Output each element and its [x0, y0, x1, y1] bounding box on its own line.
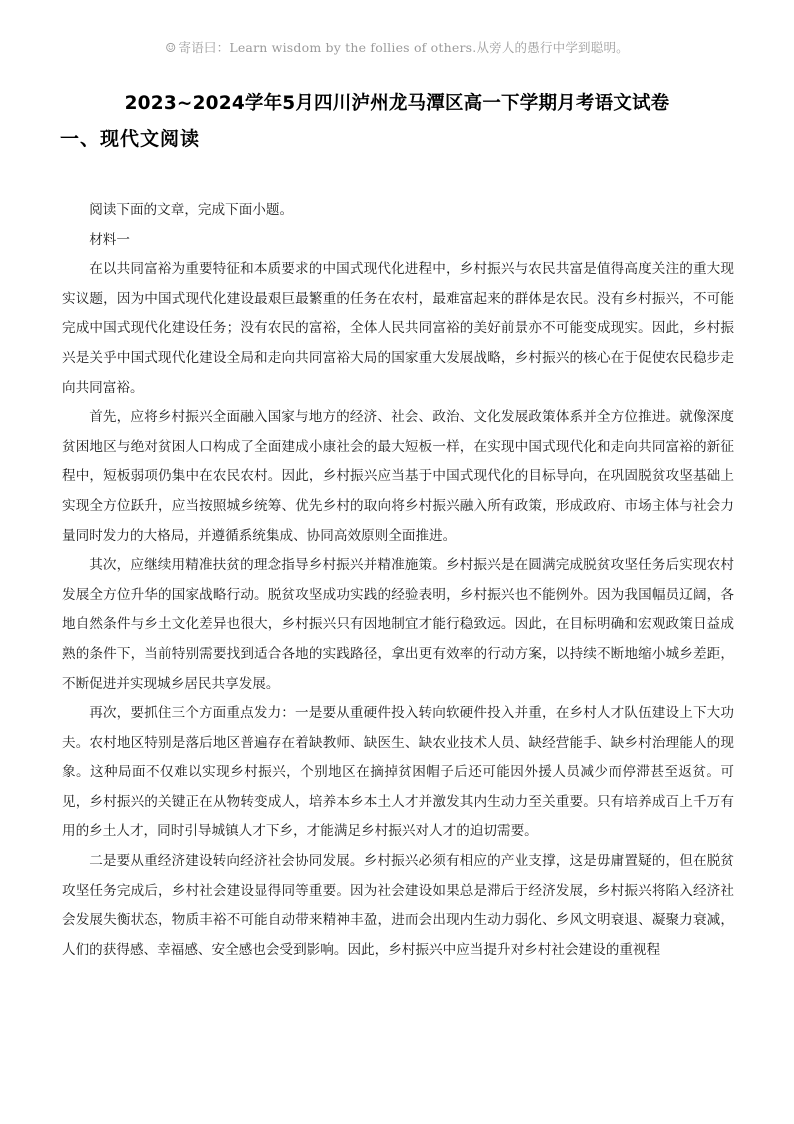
instruction-text: 阅读下面的文章，完成下面小题。: [89, 202, 294, 218]
paragraph: 在以共同富裕为重要特征和本质要求的中国式现代化进程中，乡村振兴与农民共富是值得高度关注的重大现实议题，因为中国式现代化建设最艰巨最繁重的任务在农村，最难富起来的群体是农民。没有乡村振兴，不可能完成中国式现代化建设任务；没有农民的富裕，全体人民共同富裕的美好前景亦不可能变成现实。因此，乡村振兴是关乎中国式现代化建设全局和走向共同富裕大局的国家重大发展战略，乡村振兴的核心在于促使农民稳步走向共同富裕。: [62, 261, 734, 396]
paragraph: 二是要从重经济建设转向经济社会协同发展。乡村振兴必须有相应的产业支撑，这是毋庸置疑的，但在脱贫攻坚任务完成后，乡村社会建设显得同等重要。因为社会建设如果总是滞后于经济发展，乡村振兴将陷入经济社会发展失衡状态，物质丰裕不可能自动带来精神丰盈，进而会出现内生动力弱化、乡风文明衰退、凝聚力衰减，人们的获得感、幸福感、安全感也会受到影响。因此，乡村振兴中应当提升对乡村社会建设的重视程: [62, 853, 734, 958]
document-title: 2023~2024学年5月四川泸州龙马潭区高一下学期月考语文试卷: [124, 93, 670, 114]
paragraph: 再次，要抓住三个方面重点发力：一是要从重硬件投入转向软硬件投入并重，在乡村人才队伍建设上下大功夫。农村地区特别是落后地区普遍存在着缺教师、缺医生、缺农业技术人员、缺经营能手、缺乡村治理能人的现象。这种局面不仅难以实现乡村振兴，个别地区在摘掉贫困帽子后还可能因外援人员减少而停滞甚至返贫。可见，乡村振兴的关键正在从物转变成人，培养本乡本土人才并激发其内生动力至关重要。只有培养成百上千万有用的乡土人才，同时引导城镇人才下乡，才能满足乡村振兴对人才的迫切需要。: [62, 705, 734, 840]
motto-text: 寄语曰：Learn wisdom by the follies of others.从旁人的愚行中学到聪明。: [178, 40, 629, 55]
smile-icon: ☺: [165, 40, 177, 55]
article-body: [62, 196, 734, 965]
section-heading: 一、现代文阅读: [60, 128, 201, 150]
paragraph: 其次，应继续用精准扶贫的理念指导乡村振兴并精准施策。乡村振兴是在圆满完成脱贫攻坚任务后实现农村发展全方位升华的国家战略行动。脱贫攻坚成功实践的经验表明，乡村振兴也不能例外。因为我国幅员辽阔，各地自然条件与乡土文化差异也很大，乡村振兴只有因地制宜才能行稳致远。因此，在目标明确和宏观政策日益成熟的条件下，当前特别需要找到适合各地的实践路径，拿出更有效率的行动方案，以持续不断地缩小城乡差距，不断促进并实现城乡居民共享发展。: [62, 557, 734, 692]
material-label: 材料一: [89, 231, 130, 248]
paragraph: 首先，应将乡村振兴全面融入国家与地方的经济、社会、政治、文化发展政策体系并全方位推进。就像深度贫困地区与绝对贫困人口构成了全面建成小康社会的最大短板一样，在实现中国式现代化和走向共同富裕的新征程中，短板弱项仍集中在农民农村。因此，乡村振兴应当基于中国式现代化的目标导向，在巩固脱贫攻坚基础上实现全方位跃升，应当按照城乡统筹、优先乡村的取向将乡村振兴融入所有政策，形成政府、市场主体与社会力量同时发力的大格局，并遵循系统集成、协同高效原则全面推进。: [62, 409, 734, 544]
header-motto: [0, 38, 794, 56]
